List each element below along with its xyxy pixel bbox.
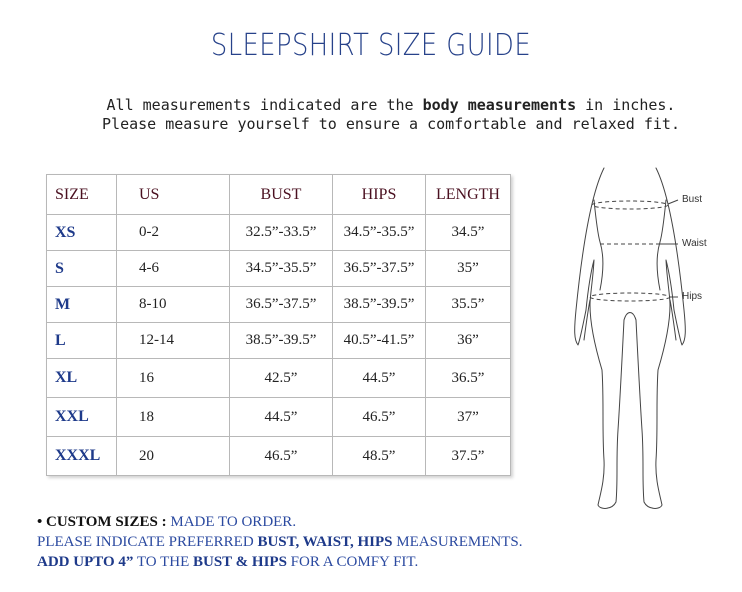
- hips-cell: 34.5”-35.5”: [333, 215, 426, 251]
- table-header-row: [47, 175, 511, 215]
- table-row: [47, 359, 511, 398]
- us-cell: 12-14: [117, 323, 230, 359]
- table-row: [47, 251, 511, 287]
- bust-cell: 36.5”-37.5”: [230, 287, 333, 323]
- table-row: [47, 398, 511, 437]
- intro-text: [20, 96, 742, 134]
- hips-cell: 44.5”: [333, 359, 426, 398]
- bust-cell: 44.5”: [230, 398, 333, 437]
- header-us: US: [117, 175, 230, 215]
- us-cell: 16: [117, 359, 230, 398]
- header-size: SIZE: [47, 175, 117, 215]
- hips-cell: 38.5”-39.5”: [333, 287, 426, 323]
- table-row: [47, 437, 511, 476]
- us-cell: 8-10: [117, 287, 230, 323]
- length-cell: 36”: [426, 323, 511, 359]
- table-row: [47, 323, 511, 359]
- bust-cell: 34.5”-35.5”: [230, 251, 333, 287]
- bust-cell: 42.5”: [230, 359, 333, 398]
- length-cell: 37”: [426, 398, 511, 437]
- note-line-3: ADD UPTO 4” TO THE BUST & HIPS FOR A COMFY FIT.: [37, 554, 419, 570]
- body-outline-icon: [560, 160, 740, 520]
- note-line-1: • CUSTOM SIZES : MADE TO ORDER.: [37, 514, 297, 530]
- table-row: [47, 287, 511, 323]
- size-cell: S: [47, 251, 117, 287]
- intro-line-1: All measurements indicated are the body measurements in inches.: [106, 96, 676, 114]
- header-hips: HIPS: [333, 175, 426, 215]
- custom-size-notes: [37, 512, 737, 572]
- size-cell: XS: [47, 215, 117, 251]
- size-cell: XL: [47, 359, 117, 398]
- size-cell: XXL: [47, 398, 117, 437]
- hips-cell: 48.5”: [333, 437, 426, 476]
- bust-cell: 46.5”: [230, 437, 333, 476]
- size-cell: M: [47, 287, 117, 323]
- table-row: [47, 215, 511, 251]
- intro-emphasis: body measurements: [422, 96, 577, 114]
- us-cell: 0-2: [117, 215, 230, 251]
- hips-cell: 46.5”: [333, 398, 426, 437]
- note-line-2: PLEASE INDICATE PREFERRED BUST, WAIST, HIPS MEASUREMENTS.: [37, 534, 523, 550]
- header-length: LENGTH: [426, 175, 511, 215]
- waist-label: Waist: [682, 238, 707, 249]
- bust-label: Bust: [682, 194, 703, 205]
- length-cell: 35.5”: [426, 287, 511, 323]
- hips-label: Hips: [682, 291, 703, 302]
- header-bust: BUST: [230, 175, 333, 215]
- us-cell: 20: [117, 437, 230, 476]
- page-title: SLEEPSHIRT SIZE GUIDE: [210, 28, 532, 63]
- custom-sizes-heading: • CUSTOM SIZES :: [37, 514, 167, 530]
- length-cell: 37.5”: [426, 437, 511, 476]
- hips-cell: 36.5”-37.5”: [333, 251, 426, 287]
- body-measurement-figure: [560, 160, 740, 520]
- size-cell: L: [47, 323, 117, 359]
- length-cell: 35”: [426, 251, 511, 287]
- length-cell: 34.5”: [426, 215, 511, 251]
- us-cell: 4-6: [117, 251, 230, 287]
- intro-line-2: Please measure yourself to ensure a comfortable and relaxed fit.: [102, 115, 680, 133]
- size-table: [46, 174, 511, 476]
- length-cell: 36.5”: [426, 359, 511, 398]
- bust-cell: 38.5”-39.5”: [230, 323, 333, 359]
- size-cell: XXXL: [47, 437, 117, 476]
- bust-cell: 32.5”-33.5”: [230, 215, 333, 251]
- hips-cell: 40.5”-41.5”: [333, 323, 426, 359]
- us-cell: 18: [117, 398, 230, 437]
